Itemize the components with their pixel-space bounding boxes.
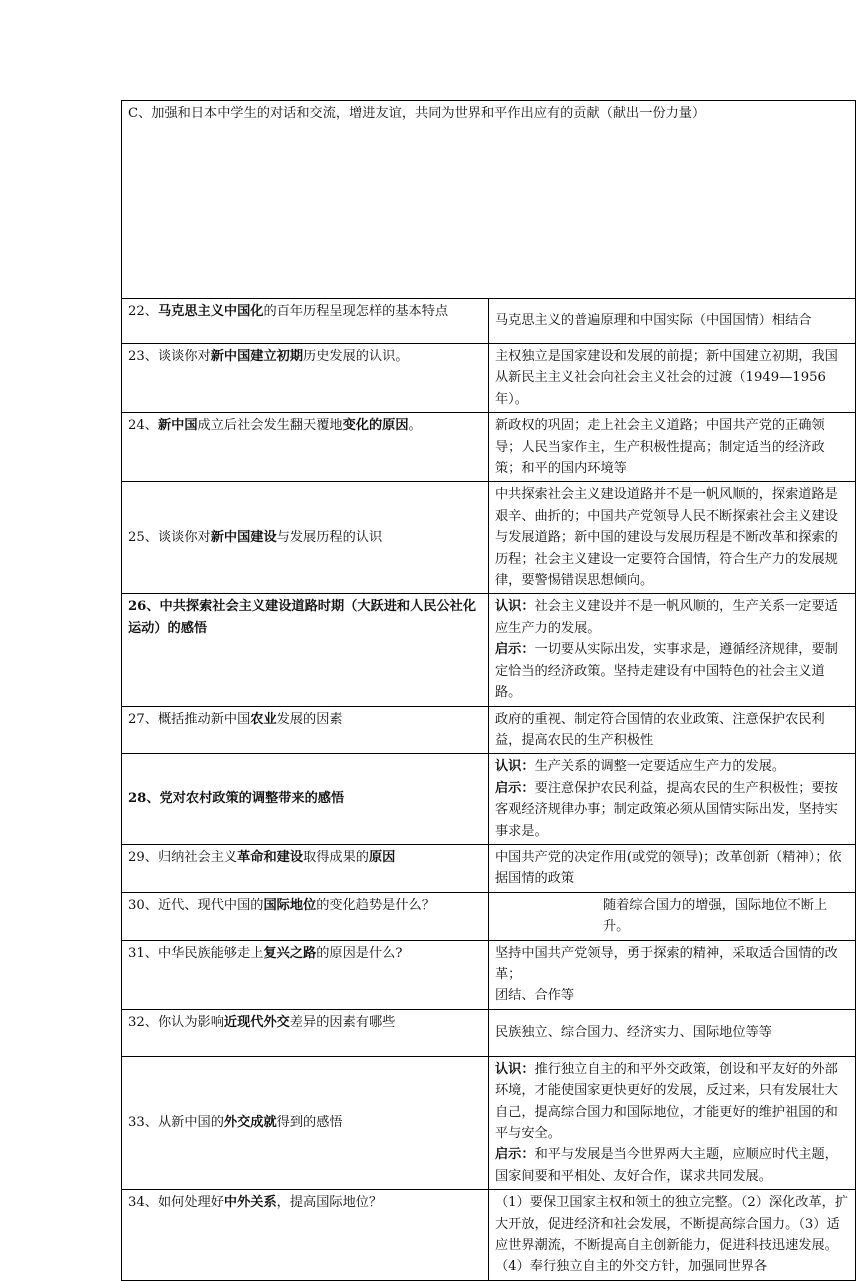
answer-cell <box>489 844 856 892</box>
answer-text <box>495 709 850 752</box>
text-segment: 团结、合作等 <box>495 988 575 1004</box>
question-cell <box>122 482 489 594</box>
question-text <box>128 301 483 322</box>
question-cell <box>122 940 489 1009</box>
bold-text-segment: 变化的原因 <box>342 418 409 434</box>
text-segment: 马克思主义的普遍原理和中国实际（中国国情）相结合 <box>495 313 812 329</box>
question-text <box>128 1012 483 1033</box>
text-segment: 随着综合国力的增强，国际地位不断上升。 <box>603 897 828 935</box>
table-row <box>122 413 856 482</box>
text-segment: 23、谈谈你对 <box>128 349 211 364</box>
question-text <box>128 788 483 809</box>
answer-text: C、加强和日本中学生的对话和交流，增进友谊，共同为世界和平作出应有的贡献（献出一份力量） <box>128 106 706 121</box>
answer-cell <box>489 1190 856 1281</box>
answer-cell <box>489 706 856 754</box>
text-segment: 24、 <box>128 418 158 434</box>
text-segment: 推行独立自主的和平外交政策，创设和平友好的外部环境，才能使国家更快更好的发展，反过来，只有发展壮大自己，提高综合国力和国际地位，才能更好的维护祖国的和平与安全。 <box>495 1061 838 1141</box>
text-segment: 和平与发展是当今世界两大主题，应顺应时代主题，国家间要和平相处、友好合作，谋求共同发展。 <box>495 1147 838 1184</box>
question-cell <box>122 1190 489 1281</box>
qa-table-container <box>121 100 856 1281</box>
answer-cell <box>489 594 856 706</box>
table-row <box>122 344 856 413</box>
question-text <box>128 895 483 916</box>
answer-text <box>603 895 850 938</box>
question-text <box>128 847 483 868</box>
answer-text <box>495 756 850 842</box>
text-segment: 30、近代、现代中国的 <box>128 897 264 913</box>
question-text <box>128 527 483 548</box>
bold-text-segment: 原因 <box>368 849 396 865</box>
question-text <box>128 415 483 436</box>
text-segment: 的原因是什么? <box>316 945 403 961</box>
bold-text-segment: 复兴之路 <box>263 945 317 961</box>
bold-text-segment: 28、党对农村政策的调整带来的感悟 <box>128 791 345 807</box>
text-segment: 民族独立、综合国力、经济实力、国际地位等等 <box>495 1025 772 1041</box>
text-segment: 取得成果的 <box>303 849 369 865</box>
bold-text-segment: 新中国建设 <box>210 530 277 546</box>
answer-text <box>495 484 850 591</box>
text-segment: 要注意保护农民利益，提高农民的生产积极性；要按客观经济规律办事；制定政策必须从国情实际出发，坚持实事求是。 <box>495 780 838 839</box>
table-row <box>122 940 856 1009</box>
answer-cell <box>489 940 856 1009</box>
answer-cell <box>489 1009 856 1056</box>
table-row <box>122 594 856 706</box>
table-row <box>122 892 856 940</box>
answer-text <box>495 596 850 703</box>
text-segment: 新政权的巩固；走上社会主义道路；中国共产党的正确领导；人民当家作主，生产积极性提高；制定适当的经济政策；和平的国内环境等 <box>495 418 825 477</box>
answer-text <box>495 415 850 479</box>
question-cell <box>122 594 489 706</box>
question-text <box>128 943 483 964</box>
bold-text-segment: 外交成就 <box>223 1115 277 1131</box>
text-segment: 31、中华民族能够走上 <box>128 945 264 961</box>
answer-text <box>495 1059 850 1187</box>
answer-cell <box>489 344 856 413</box>
question-cell <box>122 892 489 940</box>
bold-text-segment: 革命和建设 <box>237 849 304 865</box>
answer-text <box>495 1022 850 1043</box>
table-row <box>122 706 856 754</box>
text-segment: 历史发展的认识。 <box>303 349 409 364</box>
bold-text-segment: 农业 <box>250 711 277 727</box>
text-segment: 与发展历程的认识 <box>276 530 383 546</box>
bold-text-segment: 认识： <box>495 759 535 775</box>
answer-cell <box>122 101 856 299</box>
question-cell <box>122 754 489 845</box>
answer-cell <box>489 299 856 344</box>
table-row <box>122 844 856 892</box>
text-segment: 中共探索社会主义建设道路并不是一帆风顺的，探索道路是艰辛、曲折的；中国共产党领导人民不断探索社会主义建设与发展道路；新中国的建设与发展历程是不断改革和探索的历程；社会主义建设一定要符合国情，符合生产力的发展规律，要警惕错误思想倾向。 <box>495 487 838 589</box>
text-segment: 得到的感悟 <box>276 1115 343 1131</box>
answer-text <box>495 346 850 410</box>
text-segment: ，提高国际地位？ <box>276 1195 383 1211</box>
text-segment: 的变化趋势是什么？ <box>316 897 435 913</box>
table-row <box>122 482 856 594</box>
table-row <box>122 101 856 299</box>
text-segment: 一切要从实际出发，实事求是，遵循经济规律，要制定恰当的经济政策。坚持走建设有中国特色的社会主义道路。 <box>495 642 838 701</box>
text-segment: （1）要保卫国家主权和领土的独立完整。（2）深化改革，扩大开放，促进经济和社会发展，不断提高综合国力。（3）适应世界潮流，不断提高自主创新能力，促进科技迅速发展。（4）奉行独立自主的外交方针，加强同世界各 <box>495 1195 849 1275</box>
text-segment: 29、归纳社会主义 <box>128 849 238 865</box>
bold-text-segment: 新中国 <box>157 418 198 434</box>
bold-text-segment: 启示： <box>495 1147 535 1163</box>
answer-cell <box>489 754 856 845</box>
table-row <box>122 299 856 344</box>
bold-text-segment: 新中国建立初期 <box>210 349 304 364</box>
text-segment: 发展的因素 <box>276 711 343 727</box>
answer-cell <box>489 1056 856 1189</box>
text-segment: 政府的重视、制定符合国情的农业政策、注意保护农民利益，提高农民的生产积极性 <box>495 711 825 748</box>
question-cell <box>122 1009 489 1056</box>
table-row <box>122 754 856 845</box>
question-cell <box>122 413 489 482</box>
qa-table <box>121 100 856 1281</box>
question-text <box>128 346 483 367</box>
bold-text-segment: 中外关系 <box>223 1195 277 1211</box>
question-text <box>128 1112 483 1133</box>
text-segment: 成立后社会发生翻天覆地 <box>197 418 343 434</box>
text-segment: 33、从新中国的 <box>128 1115 224 1131</box>
question-text <box>128 709 483 730</box>
text-segment: 中国共产党的决定作用(或党的领导)；改革创新（精神）；依据国情的政策 <box>495 849 842 887</box>
table-row <box>122 1056 856 1189</box>
text-segment: 22、 <box>128 304 158 319</box>
question-cell <box>122 1056 489 1189</box>
text-segment: 34、如何处理好 <box>128 1195 224 1211</box>
bold-text-segment: 启示： <box>495 642 535 658</box>
answer-text <box>495 1192 850 1278</box>
bold-text-segment: 启示： <box>495 780 535 796</box>
question-cell <box>122 844 489 892</box>
text-segment: 27、概括推动新中国 <box>128 711 251 727</box>
answer-cell <box>489 482 856 594</box>
text-segment: 生产关系的调整一定要适应生产力的发展。 <box>534 759 786 775</box>
question-text <box>128 596 483 639</box>
answer-cell <box>489 413 856 482</box>
answer-text <box>495 943 850 1007</box>
bold-text-segment: 26、中共探索社会主义建设道路时期（大跃进和人民公社化运动）的感悟 <box>128 599 477 636</box>
answer-text <box>495 310 850 331</box>
table-row <box>122 1190 856 1281</box>
question-cell <box>122 299 489 344</box>
bold-text-segment: 认识： <box>495 1061 535 1077</box>
question-cell <box>122 344 489 413</box>
text-segment: 坚持中国共产党领导，勇于探索的精神，采取适合国情的改革； <box>495 945 838 982</box>
text-segment: 主权独立是国家建设和发展的前提；新中国建立初期，我国从新民主主义社会向社会主义社会的过渡（1949—1956年）。 <box>495 349 838 407</box>
text-segment: 25、谈谈你对 <box>128 530 211 546</box>
text-segment: 32、你认为影响 <box>128 1014 224 1030</box>
question-cell <box>122 706 489 754</box>
bold-text-segment: 马克思主义中国化 <box>157 304 264 319</box>
text-segment: 差异的因素有哪些 <box>289 1014 396 1030</box>
answer-text <box>495 847 850 890</box>
text-segment: 的百年历程呈现怎样的基本特点 <box>263 304 449 319</box>
bold-text-segment: 国际地位 <box>263 897 317 913</box>
table-row <box>122 1009 856 1056</box>
text-segment: 。 <box>408 418 422 434</box>
bold-text-segment: 近现代外交 <box>223 1014 290 1030</box>
answer-cell <box>489 892 856 940</box>
text-segment: 社会主义建设并不是一帆风顺的，生产关系一定要适应生产力的发展。 <box>495 599 838 636</box>
bold-text-segment: 认识： <box>495 599 535 615</box>
question-text <box>128 1192 483 1213</box>
